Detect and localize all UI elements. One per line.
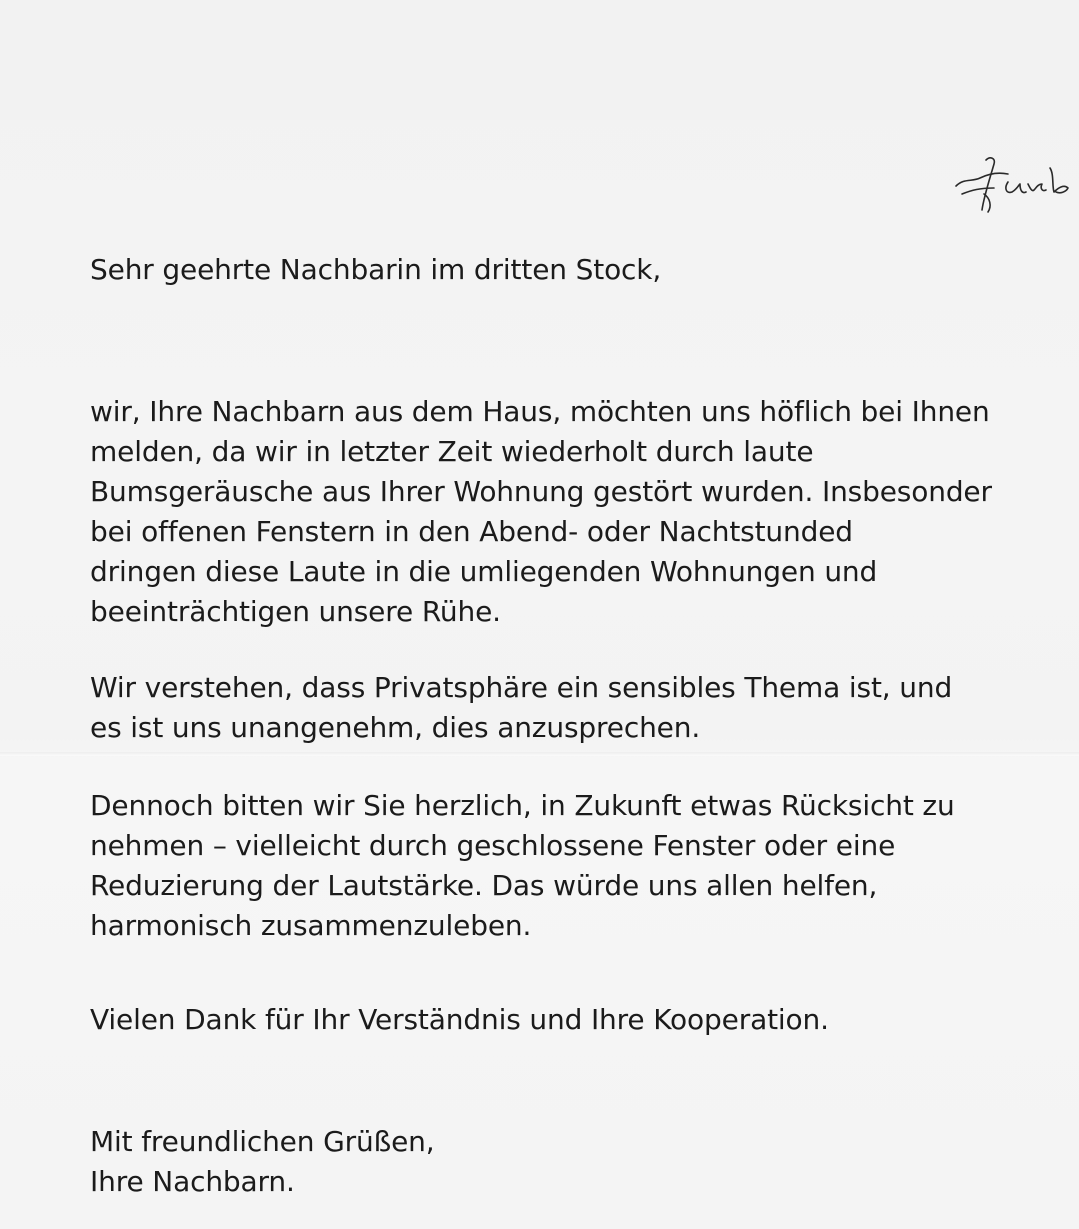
closing-greeting: Mit freundlichen Grüßen, xyxy=(90,1125,435,1158)
paragraph-request xyxy=(90,786,955,946)
text-line: beeinträchtigen unsere Rühe. xyxy=(90,595,501,628)
text-line: Vielen Dank für Ihr Verständnis und Ihre Kooperation. xyxy=(90,1003,829,1036)
text-line: nehmen – vielleicht durch geschlossene Fenster oder eine xyxy=(90,829,896,862)
paragraph-thanks xyxy=(90,1000,829,1040)
text-line: Bumsgeräusche aus Ihrer Wohnung gestört wurden. Insbesonder xyxy=(90,475,992,508)
text-line: harmonisch zusammenzuleben. xyxy=(90,909,532,942)
salutation: Sehr geehrte Nachbarin im dritten Stock, xyxy=(90,253,662,286)
closing-sender: Ihre Nachbarn. xyxy=(90,1165,295,1198)
text-line: Dennoch bitten wir Sie herzlich, in Zukunft etwas Rücksicht zu xyxy=(90,789,955,822)
text-line: dringen diese Laute in die umliegenden Wohnungen und xyxy=(90,555,878,588)
closing xyxy=(90,1122,435,1202)
text-line: Reduzierung der Lautstärke. Das würde uns allen helfen, xyxy=(90,869,878,902)
handwritten-signature xyxy=(950,148,1079,228)
text-line: Wir verstehen, dass Privatsphäre ein sensibles Thema ist, und xyxy=(90,671,953,704)
text-line: es ist uns unangenehm, dies anzusprechen. xyxy=(90,711,701,744)
text-line: wir, Ihre Nachbarn aus dem Haus, möchten uns höflich bei Ihnen xyxy=(90,395,990,428)
paragraph-privacy xyxy=(90,668,952,748)
text-line: bei offenen Fenstern in den Abend- oder Nachtstunded xyxy=(90,515,853,548)
paragraph-complaint xyxy=(90,392,992,632)
paper-fold xyxy=(0,752,1079,756)
text-line: melden, da wir in letzter Zeit wiederholt durch laute xyxy=(90,435,814,468)
